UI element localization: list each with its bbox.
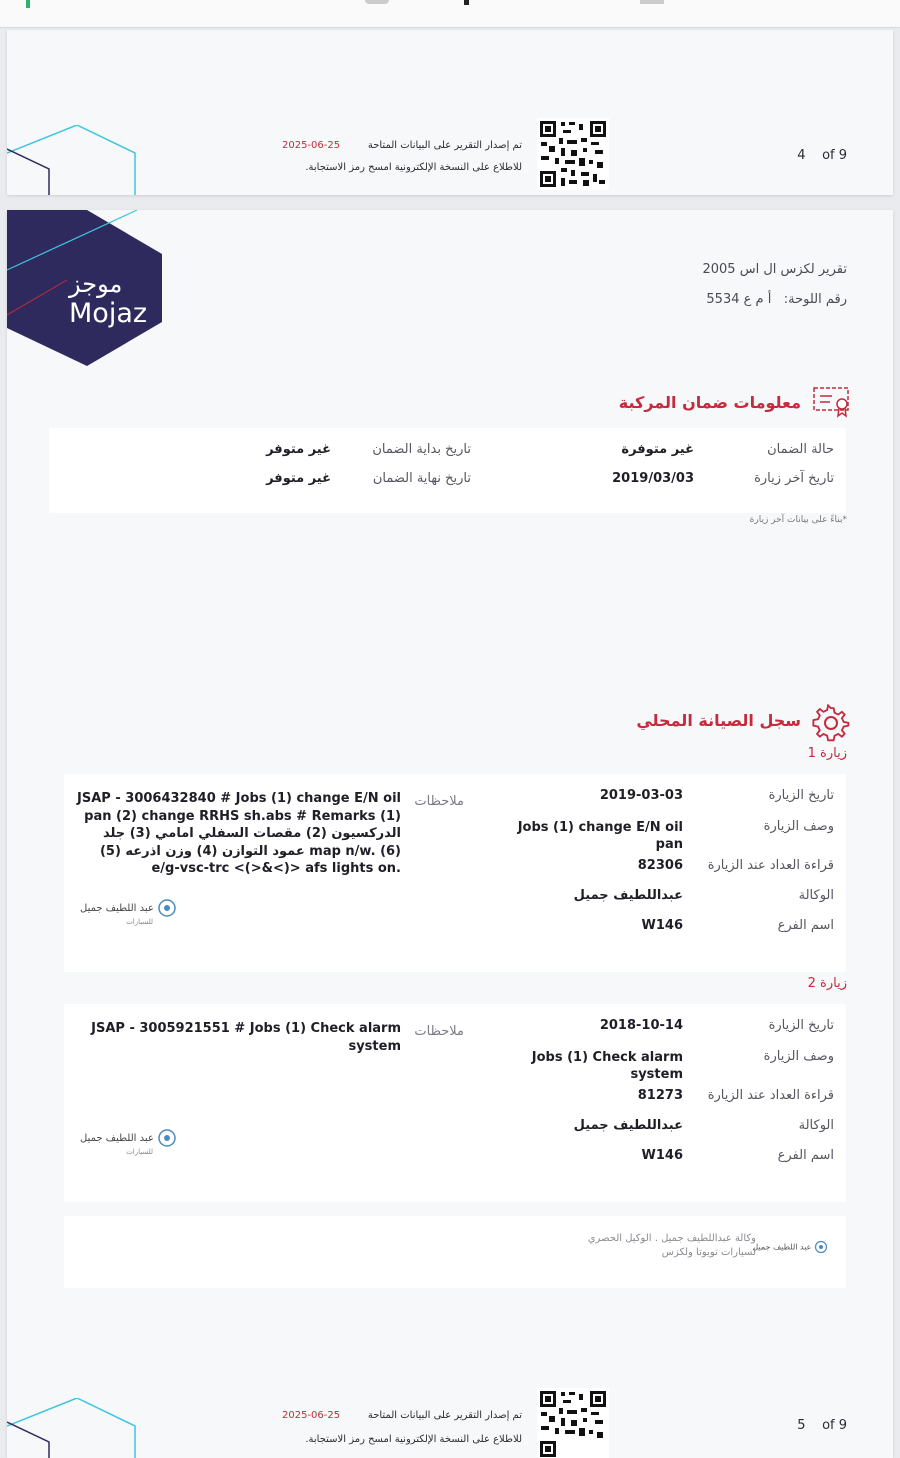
- page-number: [797, 1418, 847, 1433]
- logo-text-en: Mojaz: [69, 298, 148, 329]
- agency-footer-text: [588, 1232, 756, 1260]
- report-title: تقرير لكزس ال اس 2005: [702, 262, 847, 277]
- page-total: of 9: [822, 1418, 847, 1433]
- logo-text-ar: موجز: [69, 270, 123, 298]
- agency-logo: [80, 1128, 177, 1156]
- qr-code[interactable]: [537, 118, 609, 190]
- visit-card: [64, 774, 846, 972]
- warranty-end-value: غير متوفر: [266, 471, 331, 486]
- warranty-card: [49, 428, 846, 513]
- strip-mark: [640, 0, 664, 4]
- visit-date-label: تاريخ الزيارة: [768, 1018, 834, 1033]
- warranty-start-label: تاريخ بداية الضمان: [372, 442, 471, 457]
- visit-desc-value: Jobs (1) Check alarm system: [531, 1050, 683, 1082]
- visit-desc-value: Jobs (1) change E/N oil pan: [517, 820, 683, 852]
- warranty-footnote: *بناءً على بيانات آخر زيارة: [749, 515, 847, 525]
- visit-date-value: 2019-03-03: [599, 788, 683, 803]
- visit-agency-value: عبداللطيف جميل: [573, 1118, 683, 1133]
- visit-date-label: تاريخ الزيارة: [768, 788, 834, 803]
- visit-odometer-value: 81273: [637, 1088, 683, 1103]
- plate-row: [706, 292, 847, 307]
- visit-odometer-label: قراءة العداد عند الزيارة: [707, 1088, 834, 1103]
- page-5: [7, 210, 893, 1458]
- footer-date: 2025-06-25: [282, 1410, 341, 1421]
- visit-branch-value: W146: [641, 918, 683, 933]
- agency-logo-sub: للسيارات: [126, 1148, 154, 1156]
- agency-logo-icon: [157, 1128, 177, 1148]
- page-total: of 9: [822, 148, 847, 163]
- last-visit-label: تاريخ آخر زيارة: [754, 471, 834, 486]
- last-visit-value: 2019/03/03: [612, 471, 694, 486]
- top-strip: [0, 0, 900, 28]
- visit-agency-label: الوكالة: [798, 1118, 834, 1133]
- agency-logo-text: عبد اللطيف جميل: [80, 903, 154, 914]
- visit-branch-value: W146: [641, 1148, 683, 1163]
- agency-logo-sub: للسيارات: [126, 918, 154, 926]
- warranty-status-value: غير متوفرة: [621, 442, 694, 457]
- mojaz-logo-hexagon: [7, 210, 167, 370]
- footer-issued-text: تم إصدار التقرير على البيانات المتاحة: [367, 1410, 522, 1421]
- visit-notes-label: ملاحظات: [414, 1024, 464, 1039]
- status-mark: [26, 0, 30, 8]
- footer-scan-text: للاطلاع على النسخة الإلكترونية امسح رمز الاستجابة.: [305, 1434, 522, 1445]
- visit-1-title: زيارة 1: [807, 746, 847, 761]
- visit-notes-label: ملاحظات: [414, 794, 464, 809]
- page-number-value: 5: [797, 1418, 806, 1433]
- visit-branch-label: اسم الفرع: [777, 918, 834, 933]
- visit-desc-label: وصف الزيارة: [763, 819, 834, 834]
- page-4-tail: [7, 30, 893, 195]
- agency-footer-line1: وكالة عبداللطيف جميل . الوكيل الحصري: [587, 1233, 756, 1244]
- plate-label: رقم اللوحة:: [783, 292, 847, 307]
- agency-logo: [80, 898, 177, 926]
- agency-logo-text: عبد اللطيف جميل: [752, 1242, 812, 1252]
- visit-agency-label: الوكالة: [798, 888, 834, 903]
- strip-mark: [365, 0, 389, 4]
- visit-notes-value: JSAP - 3005921551 # Jobs (1) Check alarm system: [91, 1021, 401, 1054]
- agency-logo-icon: [157, 898, 177, 918]
- footer-date: 2025-06-25: [282, 140, 341, 151]
- warranty-start-value: غير متوفر: [266, 442, 331, 457]
- page-number-value: 4: [797, 148, 806, 163]
- footer-issued-text: تم إصدار التقرير على البيانات المتاحة: [367, 140, 522, 151]
- visit-odometer-value: 82306: [637, 858, 683, 873]
- visit-odometer-label: قراءة العداد عند الزيارة: [707, 858, 834, 873]
- page-number: [797, 148, 847, 163]
- visit-card: [64, 1004, 846, 1202]
- gear-icon: [812, 704, 850, 742]
- visit-branch-label: اسم الفرع: [777, 1148, 834, 1163]
- agency-footer-logo: [752, 1240, 828, 1254]
- warranty-end-label: تاريخ نهاية الضمان: [372, 471, 471, 486]
- visit-desc-label: وصف الزيارة: [763, 1049, 834, 1064]
- warranty-status-label: حالة الضمان: [767, 442, 834, 457]
- visit-notes-value: JSAP - 3006432840 # Jobs (1) change E/N oil pan (2) change RRHS sh.abs # Remarks (1) الدركسيون (2) مقصات السفلي امامي (3) جلد عمود التوازن (4) وزن اذرعه (5) map n/w. (6) e/g-vsc-trc <(>&<)> afs lights on.: [77, 791, 401, 876]
- warranty-section-title: معلومات ضمان المركبة: [618, 393, 801, 412]
- visit-date-value: 2018-10-14: [599, 1018, 683, 1033]
- hex-outline-decoration: [7, 125, 147, 195]
- footer-scan-text: للاطلاع على النسخة الإلكترونية امسح رمز الاستجابة.: [305, 162, 522, 173]
- certificate-icon: [812, 386, 852, 418]
- qr-code[interactable]: [537, 1388, 609, 1458]
- agency-footer-line2: لسيارات تويوتا ولكزس: [661, 1247, 756, 1258]
- plate-value: أ م ع 5534: [706, 292, 772, 307]
- agency-logo-icon: [814, 1240, 828, 1254]
- strip-mark: [464, 0, 469, 5]
- agency-logo-text: عبد اللطيف جميل: [80, 1133, 154, 1144]
- hex-outline-decoration: [7, 1398, 147, 1458]
- maintenance-section-title: سجل الصيانة المحلي: [636, 711, 801, 730]
- visit-2-title: زيارة 2: [807, 976, 847, 991]
- visit-agency-value: عبداللطيف جميل: [573, 888, 683, 903]
- agency-footer-card: [64, 1216, 846, 1288]
